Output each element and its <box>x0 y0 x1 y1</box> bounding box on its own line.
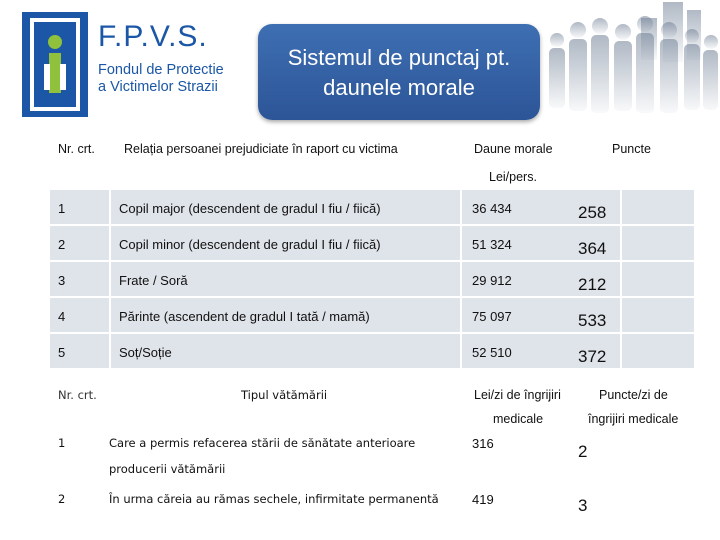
people-silhouettes <box>545 0 720 130</box>
t1-row2-nr: 2 <box>58 237 66 252</box>
t1-row5-relatia: Soț/Soție <box>119 345 172 360</box>
t1-row2-puncte: 364 <box>578 239 607 258</box>
t1-row5-daune: 52 510 <box>472 345 512 360</box>
t1-row4-puncte: 533 <box>578 311 607 330</box>
t1-row1-puncte: 258 <box>578 203 607 222</box>
t2-row1-nr: 1 <box>58 436 66 450</box>
t2-row1-tipul-line2: producerii vătămării <box>109 462 226 476</box>
t1-row1-daune: 36 434 <box>472 201 512 216</box>
t2-row2-nr: 2 <box>58 492 66 506</box>
logo-title: F.P.V.S. <box>98 20 208 53</box>
t2-header-tipul: Tipul vătămării <box>241 388 328 402</box>
t1-row5-puncte: 372 <box>578 347 607 366</box>
t1-row3-daune: 29 912 <box>472 273 512 288</box>
page-title <box>258 24 540 120</box>
t1-row5-nr: 5 <box>58 345 66 360</box>
t2-header-lei-line1: Lei/zi de îngrijiri <box>474 388 561 402</box>
logo-subtitle-line2: a Victimelor Strazii <box>98 79 218 95</box>
page-title-line2: daunele morale <box>323 75 475 100</box>
t1-header-daune: Daune morale <box>474 142 553 156</box>
t1-row3-nr: 3 <box>58 273 66 288</box>
t2-header-nr: Nr. crt. <box>58 388 97 402</box>
t1-row1-relatia: Copil major (descendent de gradul I fiu / fiică) <box>119 201 381 216</box>
logo-subtitle-line1: Fondul de Protectie <box>98 62 224 78</box>
person-emblem-icon <box>22 12 88 117</box>
t1-row1-nr: 1 <box>58 201 66 216</box>
t1-header-nr: Nr. crt. <box>58 142 95 156</box>
t1-header-daune-unit: Lei/pers. <box>489 170 537 184</box>
t1-header-relatia: Relația persoanei prejudiciate în raport cu victima <box>124 142 398 156</box>
t2-row2-puncte: 3 <box>578 496 588 515</box>
t2-header-lei-line2: medicale <box>493 412 544 426</box>
t2-header-puncte-line2: îngrijiri medicale <box>588 412 679 426</box>
t1-row3-puncte: 212 <box>578 275 607 294</box>
t2-row2-lei: 419 <box>472 492 494 507</box>
t2-row1-lei: 316 <box>472 436 494 451</box>
t2-row1-puncte: 2 <box>578 442 588 461</box>
page-title-line1: Sistemul de punctaj pt. <box>287 45 511 70</box>
t1-row3-relatia: Frate / Soră <box>119 273 188 288</box>
t1-row2-relatia: Copil minor (descendent de gradul I fiu / fiică) <box>119 237 381 252</box>
t2-row1-tipul-line1: Care a permis refacerea stării de sănătate anterioare <box>109 436 416 450</box>
t1-row2-daune: 51 324 <box>472 237 512 252</box>
t1-header-puncte: Puncte <box>612 142 651 156</box>
t1-row4-nr: 4 <box>58 309 66 324</box>
t2-row2-tipul-line1: În urma căreia au rămas sechele, infirmitate permanentă <box>109 492 439 506</box>
t1-row4-daune: 75 097 <box>472 309 512 324</box>
t1-row4-relatia: Părinte (ascendent de gradul I tată / mamă) <box>119 309 370 324</box>
t2-header-puncte-line1: Puncte/zi de <box>599 388 668 402</box>
